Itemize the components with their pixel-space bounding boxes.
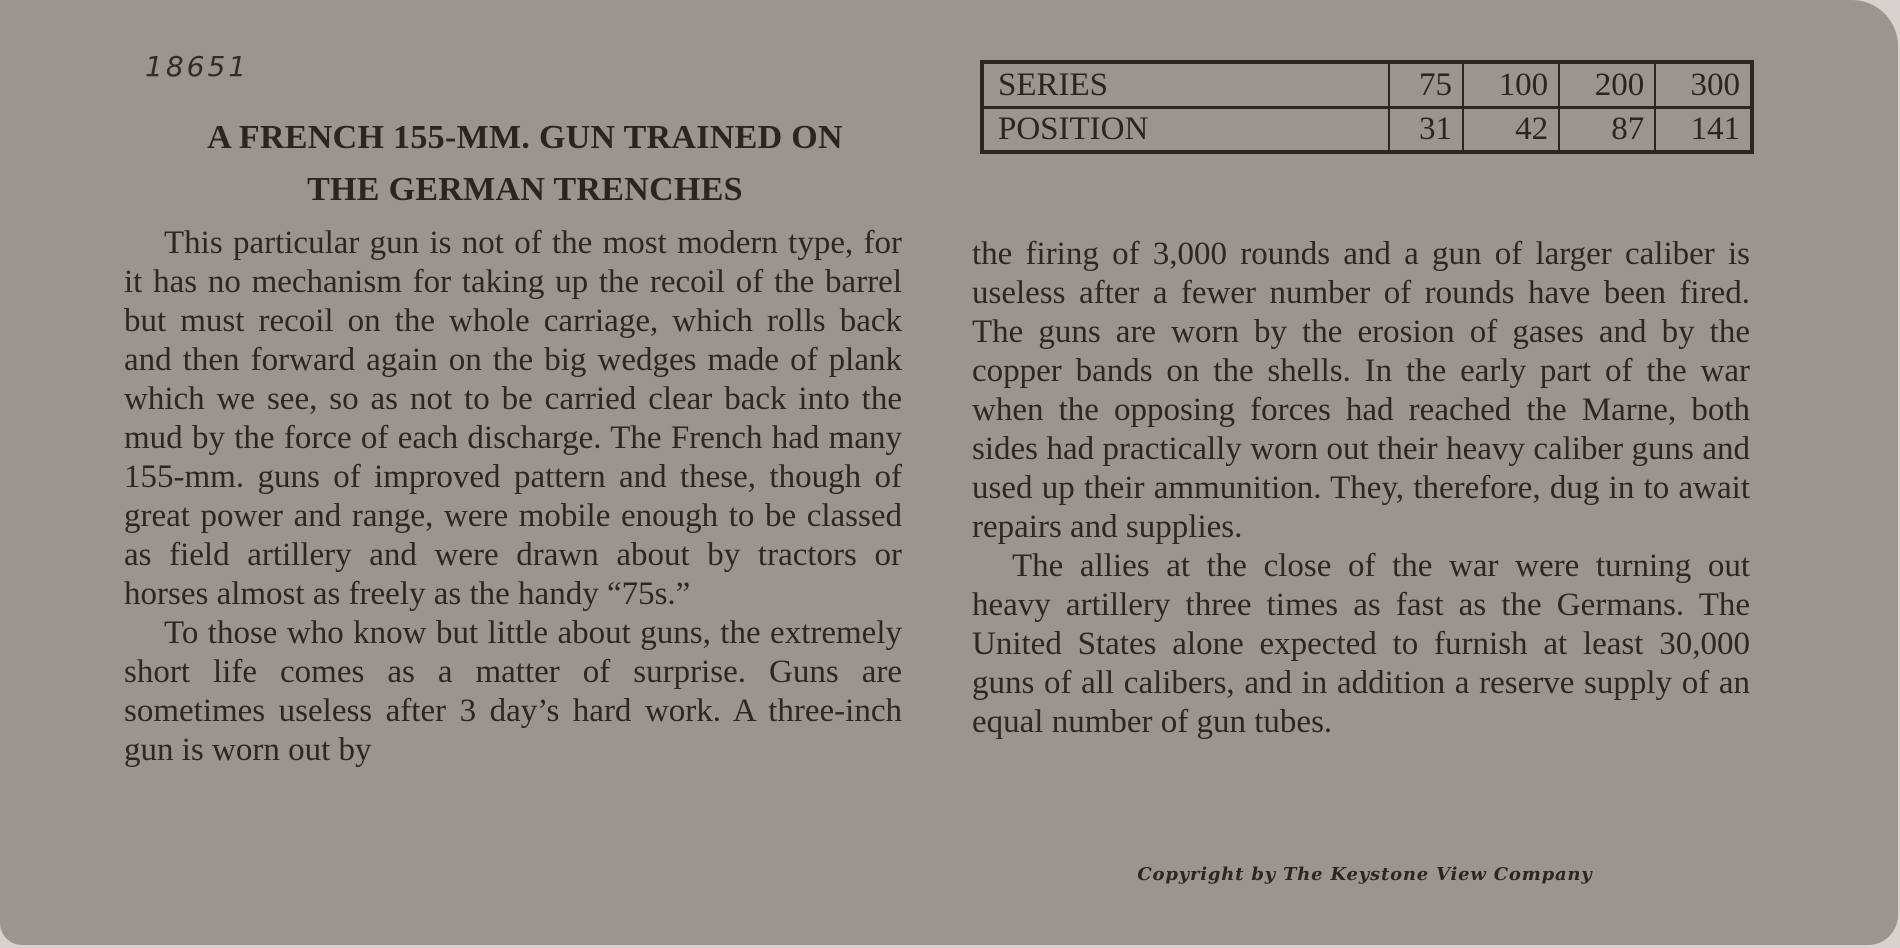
position-value: 42 — [1463, 107, 1559, 150]
card-number: 18651 — [145, 50, 250, 83]
paragraph: The allies at the close of the war were turning out heavy artillery three times as fast as the Germans. The United States alone expected to furnish at least 30,000 guns of all calibers, and in addition a reserve supply of an equal number of gun tubes. — [972, 548, 1750, 740]
series-value: 100 — [1463, 64, 1559, 107]
card-title-line-1: A FRENCH 155-MM. GUN TRAINED ON — [207, 119, 843, 156]
paragraph: To those who know but little about guns, the extremely short life comes as a matter of surprise. Guns are sometimes useless after 3 day’s hard work. A three-inch gun is worn out by — [124, 615, 902, 768]
series-value: 300 — [1655, 64, 1750, 107]
copyright-notice: Copyright by The Keystone View Company — [1137, 864, 1593, 885]
series-value: 200 — [1559, 64, 1655, 107]
card-title-line-2: THE GERMAN TRENCHES — [307, 171, 743, 208]
paragraph: This particular gun is not of the most modern type, for it has no mechanism for taking up the recoil of the barrel but must recoil on the whole carriage, which rolls back and then forward again on the big wedges made of plank which we see, so as not to be carried clear back into the mud by the force of each discharge. The French had many 155-mm. guns of improved pattern and these, though of great power and range, were mobile enough to be classed as field artillery and were drawn about by tractors or horses almost as freely as the handy “75s.” — [124, 225, 902, 612]
position-row — [984, 107, 1750, 150]
position-value: 31 — [1389, 107, 1463, 150]
series-row — [984, 64, 1750, 107]
series-position-table — [980, 60, 1754, 154]
series-value: 75 — [1389, 64, 1463, 107]
body-text-left-column — [124, 224, 902, 770]
body-text-right-column — [972, 235, 1750, 742]
position-value: 87 — [1559, 107, 1655, 150]
card-title — [125, 112, 925, 216]
paragraph: the firing of 3,000 rounds and a gun of larger caliber is useless after a fewer number of rounds have been fired. The guns are worn by the erosion of gases and by the copper bands on the shells. In the early part of the war when the opposing forces had reached the Marne, both sides had practically worn out their heavy caliber guns and used up their ammunition. They, therefore, dug in to await repairs and supplies. — [972, 236, 1750, 545]
position-label: POSITION — [998, 111, 1149, 148]
series-label: SERIES — [984, 64, 1389, 107]
position-value: 141 — [1655, 107, 1750, 150]
